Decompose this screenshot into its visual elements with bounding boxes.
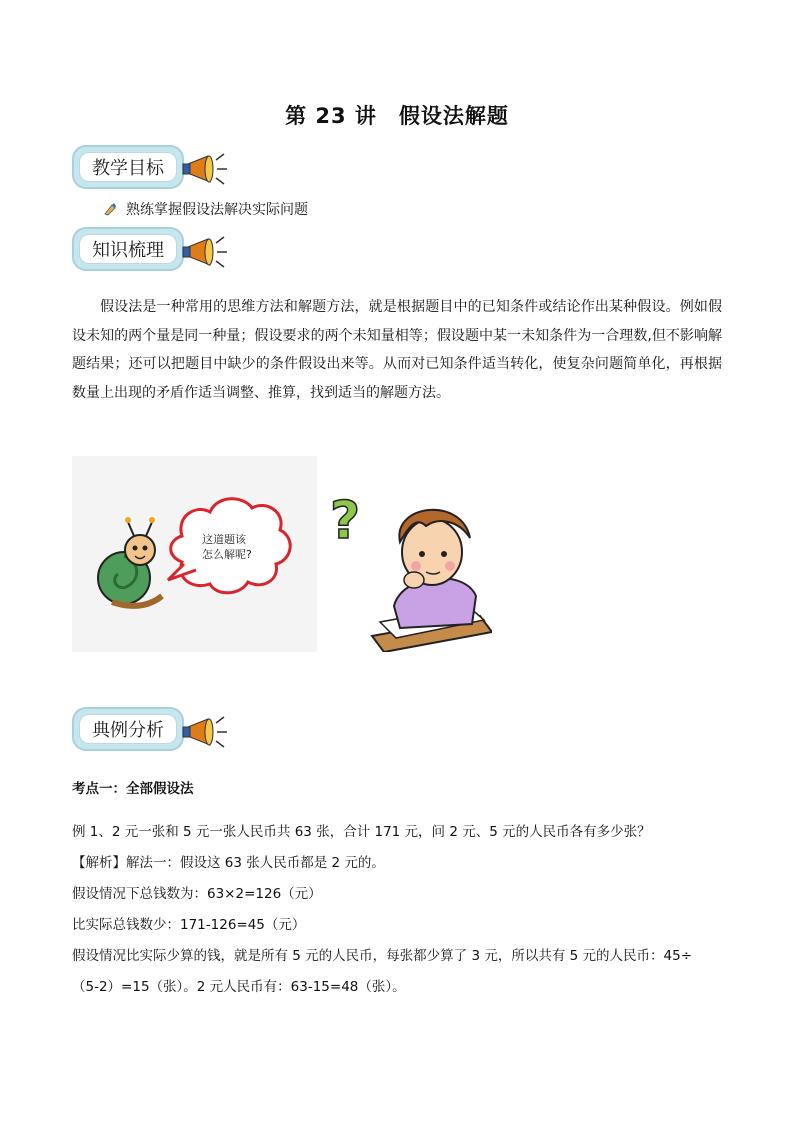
analysis-line: 【解析】解法一：假设这 63 张人民币都是 2 元的。 xyxy=(72,855,385,871)
example-1: 例 1、2 元一张和 5 元一张人民币共 63 张，合计 171 元，问 2 元、5 元的人民币各有多少张？ xyxy=(72,824,651,840)
section-label-knowledge: 知识梳理 xyxy=(79,234,177,264)
megaphone-icon xyxy=(180,150,230,190)
section-label-examples: 典例分析 xyxy=(79,714,177,744)
step-2: 比实际总钱数少：171-126=45（元） xyxy=(72,917,306,933)
page-title: 第 23 讲 假设法解题 xyxy=(285,104,509,128)
step-3a: 假设情况比实际少算的钱，就是所有 5 元的人民币，每张都少算了 3 元，所以共有 5 元的人民币：45÷ xyxy=(72,948,693,964)
bubble-text-1: 这道题该 xyxy=(202,533,246,546)
bubble-text-2: 怎么解呢? xyxy=(202,548,252,561)
question-mark-icon: ? xyxy=(330,491,361,551)
step-3b: （5-2）=15（张）。2 元人民币有：63-15=48（张）。 xyxy=(72,979,406,995)
section-badge-goal xyxy=(72,145,184,189)
megaphone-icon xyxy=(180,233,230,273)
kaodian-heading: 考点一：全部假设法 xyxy=(72,781,194,797)
pen-bullet-icon xyxy=(103,202,117,216)
boy-figure xyxy=(372,510,492,652)
section-badge-knowledge xyxy=(72,227,184,271)
cartoon-illustration xyxy=(72,456,492,652)
section-label-goal: 教学目标 xyxy=(79,152,177,182)
knowledge-paragraph: 假设法是一种常用的思维方法和解题方法，就是根据题目中的已知条件或结论作出某种假设。例如假设未知的两个量是同一种量；假设要求的两个未知量相等；假设题中某一未知条件为一合理数,但不影响解题结果；还可以把题目中缺少的条件假设出来等。从而对已知条件适当转化，使复杂问题简单化，再根据数量上出现的矛盾作适当调整、推算，找到适当的解题方法。 xyxy=(72,299,722,401)
megaphone-icon xyxy=(180,713,230,753)
section-badge-examples xyxy=(72,707,184,751)
goal-item xyxy=(103,199,308,219)
goal-item-text: 熟练掌握假设法解决实际问题 xyxy=(126,202,308,218)
step-1: 假设情况下总钱数为：63×2=126（元） xyxy=(72,886,322,902)
